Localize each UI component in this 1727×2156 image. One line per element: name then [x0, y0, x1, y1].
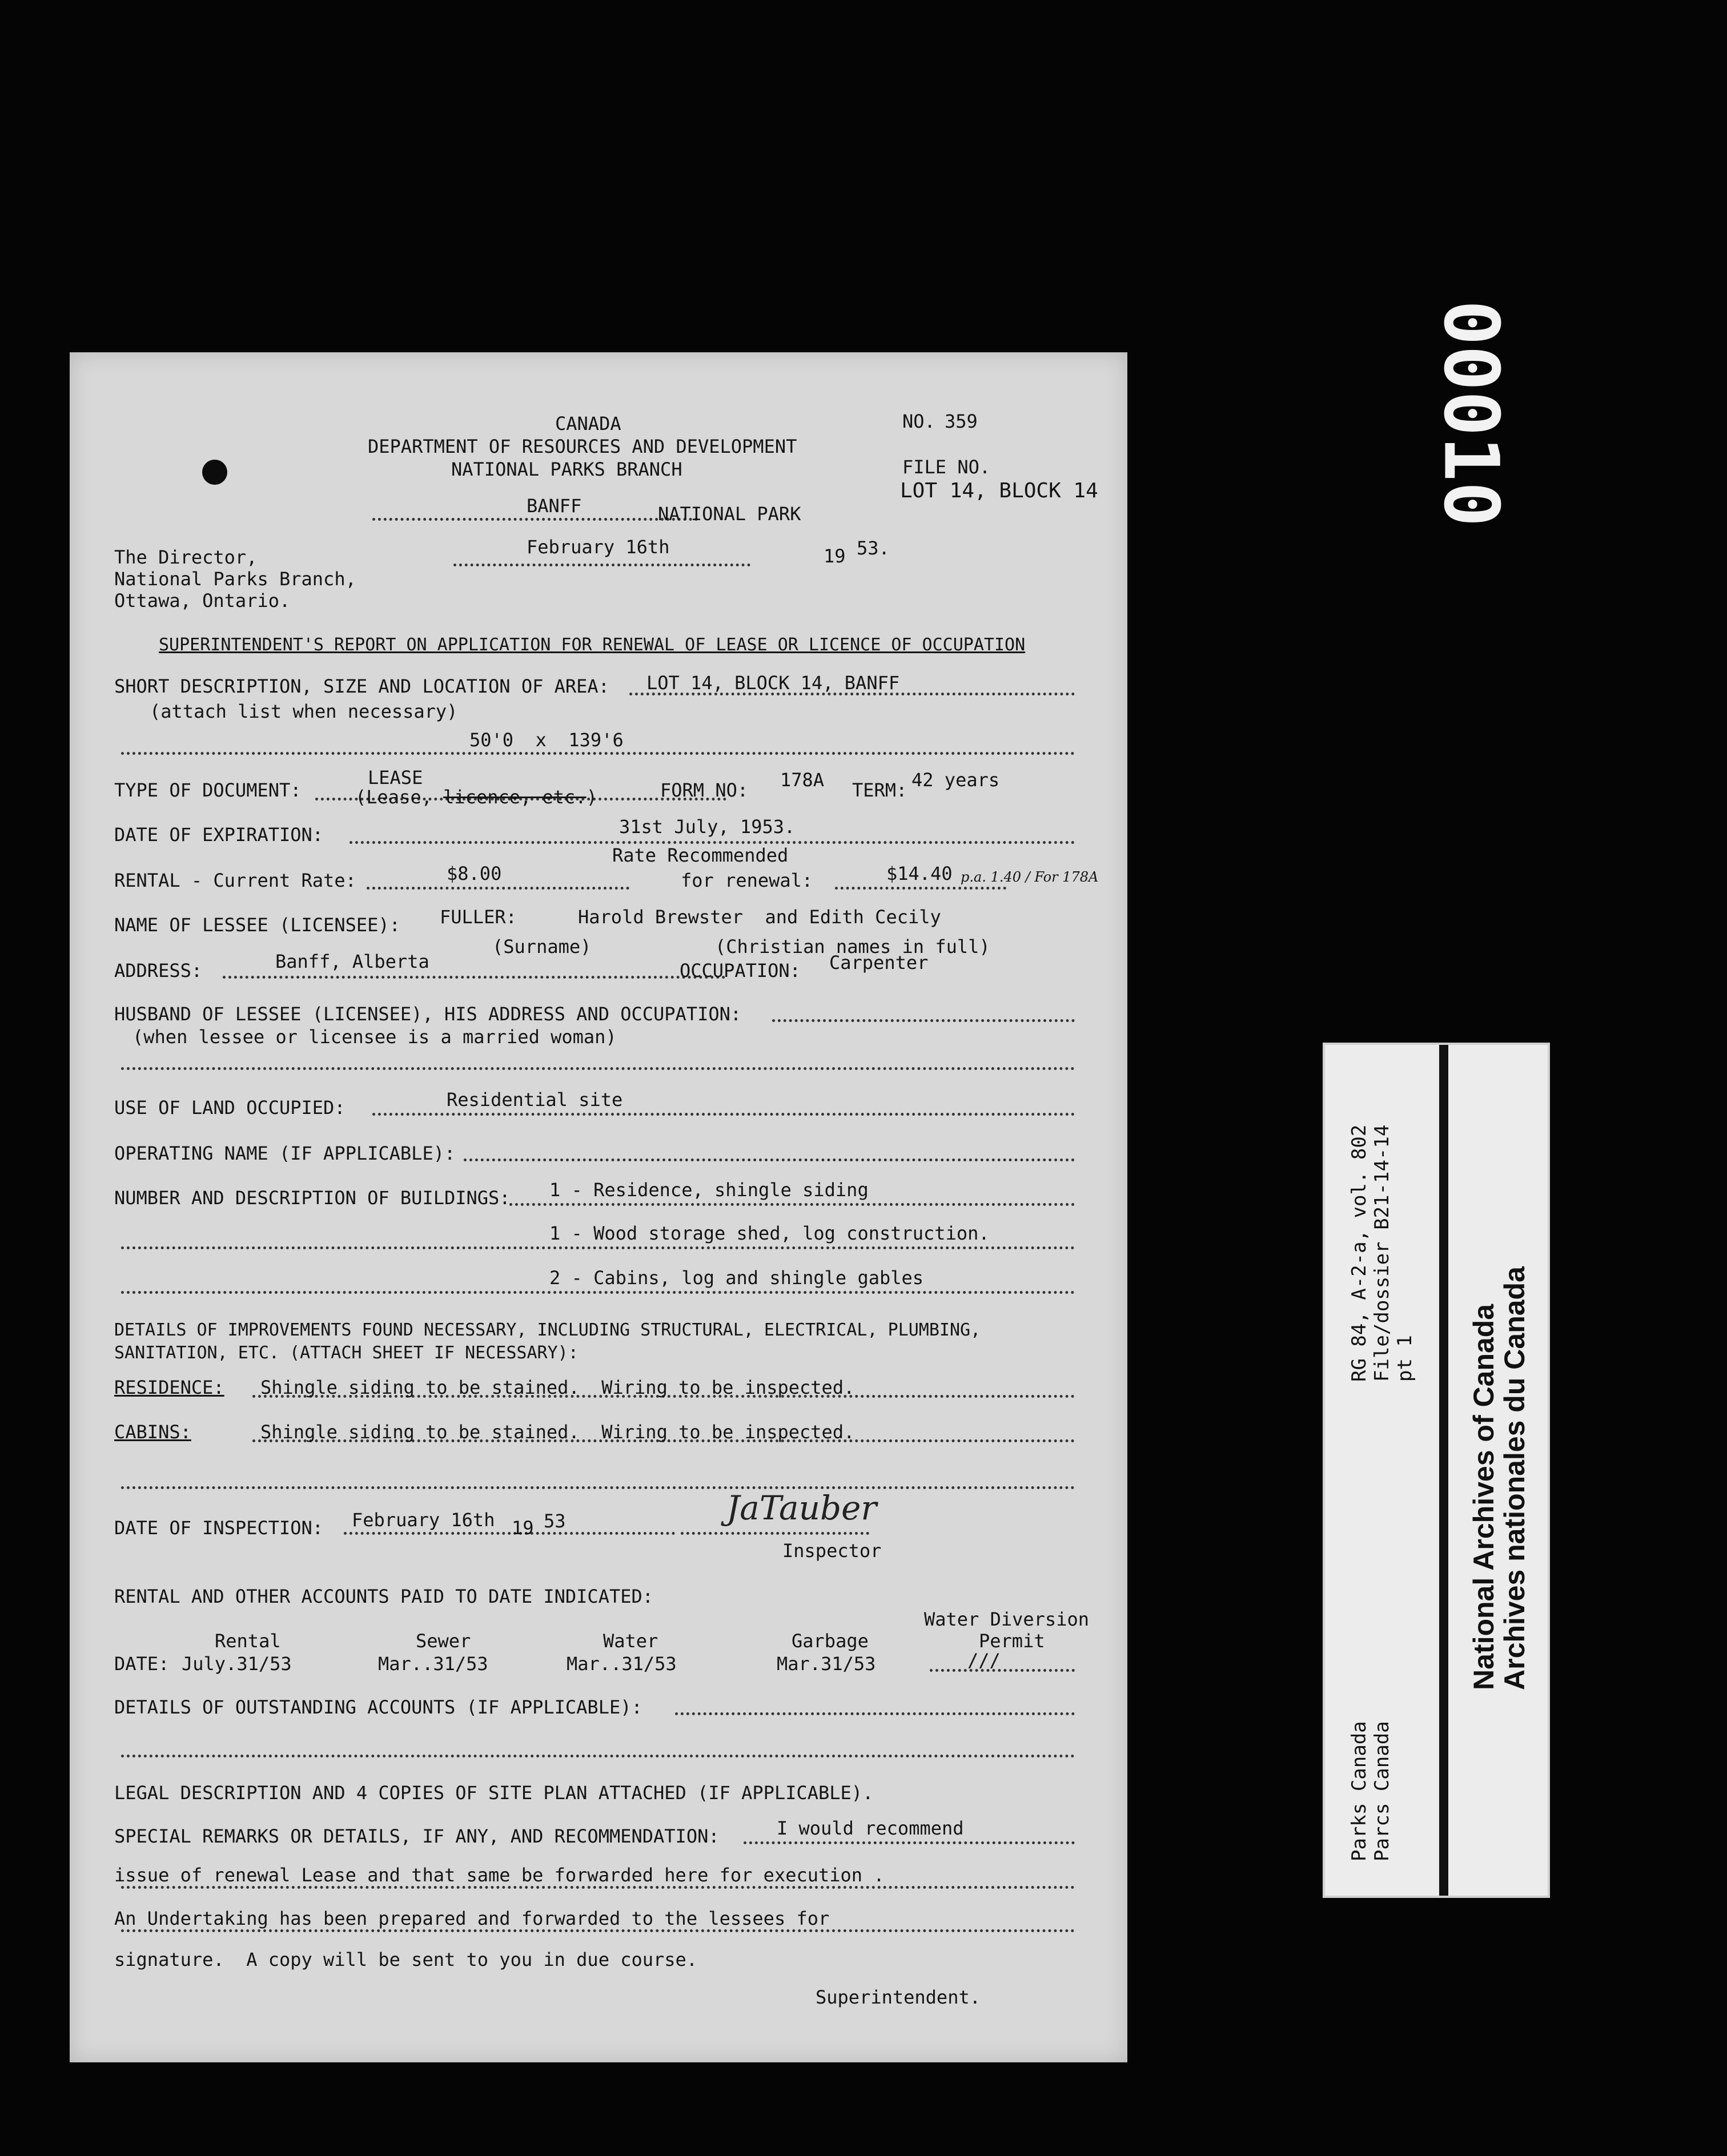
cabins-label: CABINS: — [114, 1421, 191, 1443]
expiration-label: DATE OF EXPIRATION: — [114, 824, 324, 846]
addressee-line2: National Parks Branch, — [114, 568, 356, 590]
size-value: 50'0 x 139'6 — [469, 729, 624, 751]
remarks-dots-2 — [121, 1886, 1075, 1889]
remarks-line-4: signature. A copy will be sent to you in due course. — [114, 1949, 698, 1970]
report-title: SUPERINTENDENT'S REPORT ON APPLICATION FOR RENEWAL OF LEASE OR LICENCE OF OCCUPATION — [159, 635, 1026, 655]
term-label: TERM: — [852, 779, 907, 801]
archive-ref-2: File/dossier B21-14-14 — [1371, 1124, 1393, 1382]
header-country: CANADA — [555, 413, 621, 435]
permit-dots — [930, 1669, 1075, 1672]
document-page — [70, 352, 1127, 2062]
building-1: 1 - Residence, shingle siding — [549, 1179, 869, 1201]
park-suffix: NATIONAL PARK — [658, 503, 801, 525]
occupation-label: OCCUPATION: — [680, 960, 801, 982]
inspection-year-prefix: 19 — [512, 1517, 534, 1539]
remarks-line-2: issue of renewal Lease and that same be forwarded here for execution . — [114, 1864, 885, 1886]
col-garbage: Garbage — [792, 1630, 869, 1652]
improvements-label-2: SANITATION, ETC. (ATTACH SHEET IF NECESSARY): — [114, 1343, 579, 1363]
date-dots — [453, 564, 750, 566]
inspector-label: Inspector — [782, 1540, 882, 1562]
superintendent-label: Superintendent. — [816, 1986, 981, 2008]
husband-line-dots — [121, 1067, 1075, 1070]
permit-value: /// — [967, 1650, 1001, 1671]
outstanding-line-dots — [121, 1755, 1075, 1757]
buildings-dots-3 — [121, 1291, 1075, 1294]
rate-recommended-label: Rate Recommended — [612, 844, 789, 866]
type-hint-c: ) — [586, 786, 597, 808]
type-hint-a: (Lease, — [355, 786, 444, 808]
archive-label — [1323, 1043, 1550, 1898]
archive-name-en: National Archives of Canada — [1468, 1304, 1500, 1690]
type-label: TYPE OF DOCUMENT: — [114, 779, 302, 801]
inspection-date: February 16th — [352, 1509, 495, 1531]
residence-label: RESIDENCE: — [114, 1377, 224, 1398]
occupation-value: Carpenter — [829, 952, 929, 974]
frame-counter-text: 00010 — [1427, 300, 1515, 527]
type-value: LEASE — [368, 767, 423, 789]
frame-counter — [1427, 297, 1515, 527]
form-no-label: FORM NO: — [660, 779, 749, 801]
water-diversion-label: Water Diversion — [924, 1608, 1089, 1630]
term-value: 42 years — [911, 769, 1000, 791]
renewal-note: p.a. 1.40 / For 178A — [961, 869, 1099, 885]
rental-dots — [367, 887, 629, 890]
park-name: BANFF — [527, 495, 582, 517]
lessee-label: NAME OF LESSEE (LICENSEE): — [114, 914, 400, 936]
cabins-value: Shingle siding to be stained. Wiring to be inspected. — [260, 1421, 855, 1443]
archive-ref-1: RG 84, A-2-a, vol. 802 — [1348, 1124, 1371, 1382]
punch-hole — [202, 460, 227, 485]
residence-value: Shingle siding to be stained. Wiring to be inspected. — [260, 1377, 855, 1398]
rental-label: RENTAL - Current Rate: — [114, 870, 356, 891]
inspection-dots — [344, 1532, 675, 1535]
archive-name-fr: Archives nationales du Canada — [1499, 1266, 1531, 1690]
agency-en: Parks Canada — [1348, 1721, 1371, 1861]
operating-dots — [464, 1159, 1075, 1161]
garbage-date: Mar.31/53 — [777, 1653, 876, 1675]
size-dots — [121, 752, 1075, 755]
col-sewer: Sewer — [416, 1630, 471, 1652]
christian-hint: (Christian names in full) — [715, 936, 990, 958]
legal-label: LEGAL DESCRIPTION AND 4 COPIES OF SITE PLAN ATTACHED (IF APPLICABLE). — [114, 1782, 874, 1804]
col-rental: Rental — [215, 1630, 281, 1652]
date-label: DATE: — [114, 1653, 170, 1675]
park-dots — [372, 518, 698, 521]
year-suffix: 53. — [857, 537, 890, 559]
type-hint-b: licence, etc. — [443, 786, 587, 808]
building-2: 1 - Wood storage shed, log construction. — [549, 1222, 990, 1244]
inspection-year-suffix: 53 — [544, 1510, 566, 1532]
buildings-label: NUMBER AND DESCRIPTION OF BUILDINGS: — [114, 1187, 511, 1209]
short-desc-label: SHORT DESCRIPTION, SIZE AND LOCATION OF AREA: — [114, 675, 609, 697]
header-branch: NATIONAL PARKS BRANCH — [451, 458, 682, 480]
expiration-value: 31st July, 1953. — [619, 816, 796, 838]
outstanding-label: DETAILS OF OUTSTANDING ACCOUNTS (IF APPLICABLE): — [114, 1696, 642, 1718]
remarks-dots-3 — [121, 1929, 1075, 1932]
surname-hint: (Surname) — [492, 936, 592, 958]
improvements-label-1: DETAILS OF IMPROVEMENTS FOUND NECESSARY, INCLUDING STRUCTURAL, ELECTRICAL, PLUMBING, — [114, 1320, 981, 1340]
archive-ref-3: pt 1 — [1393, 1335, 1416, 1382]
lessee-names: Harold Brewster and Edith Cecily — [578, 906, 941, 928]
remarks-label: SPECIAL REMARKS OR DETAILS, IF ANY, AND RECOMMENDATION: — [114, 1825, 720, 1847]
accounts-label: RENTAL AND OTHER ACCOUNTS PAID TO DATE INDICATED: — [114, 1586, 654, 1607]
expiration-dots — [350, 841, 1075, 844]
no-label: NO. — [902, 411, 935, 432]
lessee-surname: FULLER: — [440, 906, 517, 928]
short-desc-value: LOT 14, BLOCK 14, BANFF — [646, 672, 900, 694]
lot-block: LOT 14, BLOCK 14 — [900, 479, 1098, 502]
addressee-line3: Ottawa, Ontario. — [114, 590, 291, 612]
water-date: Mar..31/53 — [567, 1653, 677, 1675]
outstanding-dots — [675, 1712, 1075, 1715]
remarks-dots-1 — [744, 1841, 1075, 1844]
use-value: Residential site — [447, 1089, 623, 1111]
attach-note: (attach list when necessary) — [150, 701, 458, 722]
husband-dots — [772, 1019, 1075, 1022]
buildings-dots-1 — [509, 1203, 1075, 1206]
address-value: Banff, Alberta — [275, 951, 429, 972]
inspector-signature: JaTauber — [726, 1489, 877, 1527]
archive-divider — [1439, 1045, 1448, 1896]
rental-date: July.31/53 — [182, 1653, 292, 1675]
header-department: DEPARTMENT OF RESOURCES AND DEVELOPMENT — [368, 436, 797, 457]
sewer-date: Mar..31/53 — [378, 1653, 488, 1675]
building-3: 2 - Cabins, log and shingle gables — [549, 1267, 924, 1289]
rental-value: $8.00 — [447, 863, 502, 884]
inspection-label: DATE OF INSPECTION: — [114, 1517, 324, 1539]
type-hint — [355, 786, 597, 808]
year-prefix: 19 — [824, 545, 846, 567]
remarks-line-3: An Undertaking has been prepared and forwarded to the lessees for — [114, 1908, 830, 1929]
renewal-label: for renewal: — [681, 870, 813, 891]
husband-hint: (when lessee or licensee is a married woman) — [132, 1026, 617, 1048]
file-no-label: FILE NO. — [902, 456, 991, 478]
address-label: ADDRESS: — [114, 960, 203, 982]
permit-label: Permit — [979, 1630, 1045, 1652]
agency-fr: Parcs Canada — [1371, 1721, 1393, 1861]
header-date: February 16th — [527, 536, 670, 558]
inspector-dots — [681, 1532, 869, 1535]
col-water: Water — [603, 1630, 658, 1652]
addressee-line1: The Director, — [114, 546, 258, 568]
operating-label: OPERATING NAME (IF APPLICABLE): — [114, 1143, 456, 1164]
buildings-dots-2 — [121, 1246, 1075, 1249]
use-dots — [372, 1113, 1075, 1116]
husband-label: HUSBAND OF LESSEE (LICENSEE), HIS ADDRESS AND OCCUPATION: — [114, 1003, 742, 1025]
form-no-value: 178A — [780, 769, 825, 791]
no-value: 359 — [945, 411, 978, 432]
renewal-value: $14.40 — [886, 863, 953, 884]
improvements-extra-dots — [121, 1486, 1075, 1489]
use-label: USE OF LAND OCCUPIED: — [114, 1097, 346, 1119]
remarks-line-1: I would recommend — [777, 1817, 964, 1839]
address-dots — [223, 976, 725, 979]
